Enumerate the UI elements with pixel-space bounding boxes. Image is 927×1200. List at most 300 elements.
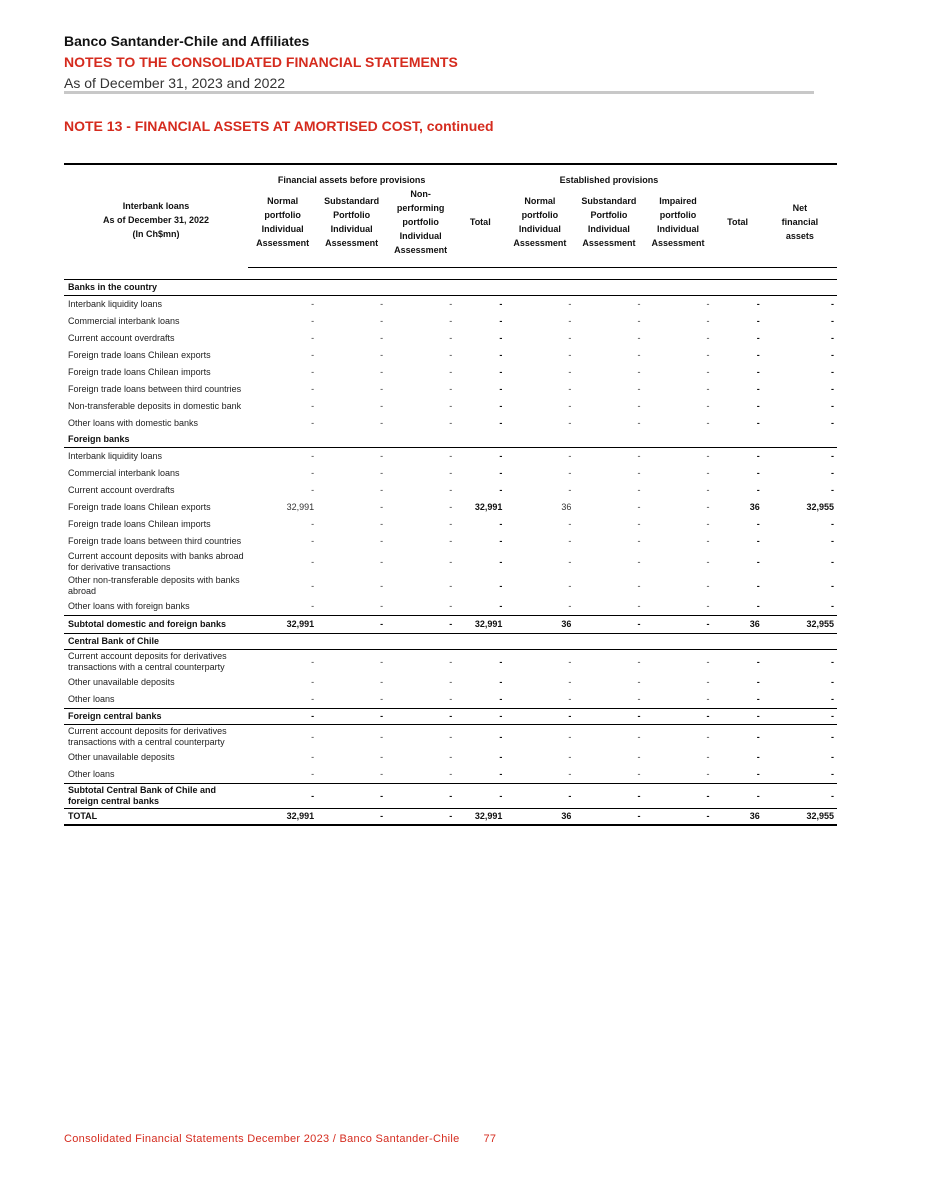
- value-cell: -: [763, 784, 837, 809]
- value-cell: -: [499, 677, 503, 687]
- interbank-loans-table-container: [64, 163, 837, 826]
- value-cell: -: [449, 769, 453, 779]
- value-cell: -: [568, 418, 572, 428]
- section-row: [64, 709, 837, 725]
- value-cell: -: [568, 601, 572, 611]
- value-cell: -: [568, 367, 572, 377]
- row-label: Non-transferable deposits in domestic bank: [68, 401, 242, 411]
- value-cell: -: [756, 384, 760, 394]
- value-cell: -: [380, 656, 384, 667]
- value-cell: -: [499, 580, 503, 591]
- value-cell: -: [637, 752, 641, 762]
- value-cell: -: [499, 367, 503, 377]
- column-header-line: Individual: [587, 224, 630, 234]
- value-cell: -: [499, 401, 503, 411]
- table-row: [64, 574, 837, 598]
- column-header-line: Substandard: [324, 196, 380, 206]
- value-cell: -: [831, 401, 834, 411]
- corner-line: Interbank loans: [122, 201, 190, 212]
- row-label: Other unavailable deposits: [68, 752, 175, 762]
- row-label: Foreign trade loans Chilean exports: [68, 502, 211, 512]
- notes-heading: NOTES TO THE CONSOLIDATED FINANCIAL STATEMENTS: [64, 54, 458, 70]
- value-cell: -: [386, 709, 455, 725]
- company-name: Banco Santander-Chile and Affiliates: [64, 33, 310, 49]
- section-filler: [248, 280, 837, 296]
- value-cell: 36: [713, 616, 763, 634]
- column-header: [317, 187, 386, 268]
- column-header-line: portfolio: [521, 210, 559, 220]
- value-cell: -: [499, 350, 503, 360]
- header-divider: [64, 91, 814, 94]
- row-label: Other loans with foreign banks: [68, 601, 190, 611]
- value-cell: -: [831, 656, 834, 667]
- value-cell: -: [756, 601, 760, 611]
- value-cell: -: [499, 731, 503, 742]
- value-cell: -: [643, 709, 712, 725]
- value-cell: -: [637, 367, 641, 377]
- value-cell: -: [643, 809, 712, 826]
- value-cell: -: [756, 333, 760, 343]
- value-cell: -: [756, 769, 760, 779]
- value-cell: -: [568, 677, 572, 687]
- value-cell: -: [574, 616, 643, 634]
- column-header-line: Portfolio: [333, 210, 371, 220]
- value-cell: -: [831, 299, 834, 309]
- value-cell: -: [499, 519, 503, 529]
- value-cell: -: [380, 769, 384, 779]
- value-cell: -: [499, 316, 503, 326]
- value-cell: -: [831, 350, 834, 360]
- column-header-line: Total: [727, 217, 749, 227]
- value-cell: -: [831, 485, 834, 495]
- value-cell: -: [248, 709, 317, 725]
- row-label: Other unavailable deposits: [68, 677, 175, 687]
- total-row: [64, 809, 837, 826]
- column-header-line: Individual: [261, 224, 304, 234]
- group-header-established-provisions: Established provisions: [505, 164, 712, 187]
- value-cell: -: [568, 350, 572, 360]
- column-header: [248, 187, 317, 268]
- date-line: As of December 31, 2023 and 2022: [64, 75, 286, 91]
- row-label: Other loans with domestic banks: [68, 418, 199, 428]
- row-label: Foreign trade loans Chilean imports: [68, 519, 211, 529]
- value-cell: -: [386, 616, 455, 634]
- value-cell: -: [756, 677, 760, 687]
- table-row: [64, 482, 837, 499]
- value-cell: -: [380, 316, 384, 326]
- note-title: NOTE 13 - FINANCIAL ASSETS AT AMORTISED COST, continued: [64, 118, 494, 134]
- value-cell: -: [706, 468, 710, 478]
- row-label: Foreign trade loans between third countries: [68, 536, 242, 546]
- value-cell: 36: [749, 502, 760, 512]
- value-cell: -: [637, 401, 641, 411]
- value-cell: -: [386, 784, 455, 809]
- value-cell: -: [706, 299, 710, 309]
- value-cell: -: [505, 784, 574, 809]
- row-label: Subtotal domestic and foreign banks: [64, 616, 248, 634]
- column-header-line: portfolio: [659, 210, 697, 220]
- column-header: [455, 187, 505, 268]
- value-cell: -: [380, 367, 384, 377]
- value-cell: -: [449, 502, 453, 512]
- value-cell: -: [380, 752, 384, 762]
- column-header-line: Individual: [399, 231, 442, 241]
- value-cell: -: [637, 333, 641, 343]
- table-row: [64, 749, 837, 766]
- value-cell: -: [756, 656, 760, 667]
- value-cell: -: [568, 556, 572, 567]
- value-cell: -: [505, 709, 574, 725]
- value-cell: -: [756, 451, 760, 461]
- value-cell: -: [380, 601, 384, 611]
- row-label: Current account deposits with banks abroad for derivative transactions: [68, 551, 244, 572]
- value-cell: -: [317, 784, 386, 809]
- value-cell: -: [449, 580, 453, 591]
- table-row: [64, 313, 837, 330]
- value-cell: -: [637, 350, 641, 360]
- value-cell: -: [637, 451, 641, 461]
- column-header-line: Individual: [518, 224, 561, 234]
- value-cell: -: [637, 556, 641, 567]
- table-row: [64, 330, 837, 347]
- value-cell: -: [574, 709, 643, 725]
- value-cell: -: [756, 556, 760, 567]
- row-label: Foreign banks: [64, 432, 248, 448]
- value-cell: -: [311, 418, 315, 428]
- column-header-line: Normal: [524, 196, 556, 206]
- value-cell: 32,991: [248, 616, 317, 634]
- value-cell: -: [317, 809, 386, 826]
- row-label: Current account deposits for derivatives transactions with a central counterparty: [68, 726, 227, 747]
- table-row: [64, 296, 837, 314]
- value-cell: -: [568, 536, 572, 546]
- value-cell: -: [637, 536, 641, 546]
- value-cell: -: [449, 299, 453, 309]
- table-row: [64, 725, 837, 750]
- subtotal-row: [64, 784, 837, 809]
- underline-row: [64, 691, 837, 709]
- value-cell: -: [449, 350, 453, 360]
- value-cell: -: [706, 656, 710, 667]
- value-cell: 32,955: [763, 809, 837, 826]
- value-cell: -: [831, 468, 834, 478]
- column-header-line: Assessment: [582, 238, 636, 248]
- value-cell: -: [706, 536, 710, 546]
- value-cell: -: [756, 418, 760, 428]
- value-cell: -: [756, 367, 760, 377]
- value-cell: -: [568, 316, 572, 326]
- value-cell: 36: [505, 809, 574, 826]
- value-cell: -: [499, 418, 503, 428]
- column-header-line: assets: [785, 231, 814, 241]
- value-cell: -: [637, 769, 641, 779]
- table-row: [64, 598, 837, 616]
- value-cell: -: [499, 299, 503, 309]
- value-cell: -: [831, 601, 834, 611]
- value-cell: -: [637, 299, 641, 309]
- value-cell: -: [380, 418, 384, 428]
- value-cell: -: [449, 418, 453, 428]
- value-cell: -: [763, 709, 837, 725]
- value-cell: -: [311, 519, 315, 529]
- value-cell: -: [706, 502, 710, 512]
- column-header-line: portfolio: [264, 210, 301, 220]
- value-cell: -: [637, 731, 641, 742]
- column-header-line: Assessment: [513, 238, 567, 248]
- value-cell: -: [831, 580, 834, 591]
- value-cell: -: [831, 769, 834, 779]
- value-cell: -: [706, 451, 710, 461]
- value-cell: -: [568, 580, 572, 591]
- value-cell: -: [449, 677, 453, 687]
- column-header-line: Assessment: [256, 238, 310, 248]
- value-cell: -: [380, 468, 384, 478]
- corner-line: (In Ch$mn): [132, 229, 180, 240]
- value-cell: -: [380, 731, 384, 742]
- value-cell: -: [317, 691, 386, 709]
- value-cell: -: [637, 580, 641, 591]
- value-cell: -: [380, 519, 384, 529]
- value-cell: -: [568, 333, 572, 343]
- table-row: [64, 533, 837, 550]
- value-cell: -: [643, 784, 712, 809]
- value-cell: -: [643, 616, 712, 634]
- value-cell: -: [380, 299, 384, 309]
- value-cell: 32,991: [455, 616, 505, 634]
- value-cell: -: [706, 350, 710, 360]
- value-cell: -: [248, 784, 317, 809]
- value-cell: -: [449, 384, 453, 394]
- value-cell: -: [713, 691, 763, 709]
- value-cell: -: [637, 485, 641, 495]
- value-cell: -: [499, 468, 503, 478]
- column-header: [574, 187, 643, 268]
- column-header: [713, 187, 763, 268]
- value-cell: -: [499, 656, 503, 667]
- value-cell: -: [756, 316, 760, 326]
- row-label: Subtotal Central Bank of Chile and foreign central banks: [64, 784, 248, 809]
- column-header: [763, 187, 837, 268]
- value-cell: -: [311, 468, 315, 478]
- group-header-before-provisions: Financial assets before provisions: [248, 164, 455, 187]
- value-cell: -: [568, 299, 572, 309]
- page-number: 77: [483, 1133, 497, 1145]
- value-cell: -: [449, 556, 453, 567]
- value-cell: -: [499, 536, 503, 546]
- row-label: Current account overdrafts: [68, 333, 175, 343]
- column-header: [643, 187, 712, 268]
- value-cell: -: [499, 384, 503, 394]
- value-cell: -: [311, 656, 315, 667]
- value-cell: 32,955: [763, 616, 837, 634]
- value-cell: -: [831, 556, 834, 567]
- value-cell: -: [756, 580, 760, 591]
- value-cell: -: [706, 316, 710, 326]
- value-cell: -: [449, 519, 453, 529]
- value-cell: -: [449, 333, 453, 343]
- row-label: Current account overdrafts: [68, 485, 175, 495]
- value-cell: -: [499, 752, 503, 762]
- value-cell: -: [311, 580, 315, 591]
- table-row: [64, 516, 837, 533]
- column-header-line: Assessment: [651, 238, 705, 248]
- value-cell: -: [568, 752, 572, 762]
- column-header-line: Total: [469, 217, 491, 227]
- table-row: [64, 674, 837, 691]
- value-cell: -: [706, 556, 710, 567]
- value-cell: -: [449, 656, 453, 667]
- value-cell: -: [713, 709, 763, 725]
- value-cell: -: [713, 784, 763, 809]
- value-cell: -: [380, 502, 384, 512]
- value-cell: -: [831, 384, 834, 394]
- value-cell: -: [311, 401, 315, 411]
- value-cell: -: [756, 536, 760, 546]
- column-header-line: Assessment: [394, 245, 448, 255]
- value-cell: -: [505, 691, 574, 709]
- value-cell: -: [380, 350, 384, 360]
- table-row: [64, 465, 837, 482]
- value-cell: -: [380, 485, 384, 495]
- value-cell: -: [311, 536, 315, 546]
- section-filler: [248, 432, 837, 448]
- value-cell: -: [831, 536, 834, 546]
- value-cell: -: [568, 468, 572, 478]
- value-cell: -: [706, 401, 710, 411]
- value-cell: 32,955: [806, 502, 834, 512]
- value-cell: -: [706, 677, 710, 687]
- value-cell: -: [449, 468, 453, 478]
- page-footer: [64, 1133, 496, 1145]
- row-label: Current account deposits for derivatives transactions with a central counterparty: [68, 651, 227, 672]
- value-cell: -: [386, 809, 455, 826]
- value-cell: -: [499, 769, 503, 779]
- value-cell: -: [756, 299, 760, 309]
- value-cell: -: [449, 536, 453, 546]
- column-header-line: Impaired: [659, 196, 697, 206]
- value-cell: -: [311, 333, 315, 343]
- column-header-line: Assessment: [325, 238, 379, 248]
- value-cell: -: [455, 784, 505, 809]
- value-cell: -: [311, 350, 315, 360]
- row-label: Foreign trade loans Chilean imports: [68, 367, 211, 377]
- column-header-line: Portfolio: [590, 210, 628, 220]
- corner-line: As of December 31, 2022: [103, 215, 210, 226]
- table-row: [64, 550, 837, 574]
- column-header-line: Substandard: [581, 196, 637, 206]
- value-cell: -: [380, 384, 384, 394]
- value-cell: -: [831, 752, 834, 762]
- value-cell: -: [386, 691, 455, 709]
- value-cell: -: [449, 752, 453, 762]
- value-cell: -: [317, 616, 386, 634]
- value-cell: -: [756, 752, 760, 762]
- table-row: [64, 347, 837, 364]
- value-cell: -: [499, 601, 503, 611]
- value-cell: -: [499, 556, 503, 567]
- value-cell: -: [568, 519, 572, 529]
- value-cell: -: [311, 316, 315, 326]
- value-cell: -: [568, 384, 572, 394]
- table-row: [64, 766, 837, 784]
- value-cell: -: [706, 384, 710, 394]
- value-cell: -: [574, 784, 643, 809]
- value-cell: 32,991: [455, 809, 505, 826]
- column-header-line: portfolio: [402, 217, 439, 227]
- interbank-loans-table: [64, 163, 837, 826]
- column-header-line: Non-performing: [396, 189, 445, 213]
- value-cell: -: [248, 691, 317, 709]
- value-cell: -: [637, 384, 641, 394]
- section-filler: [248, 634, 837, 650]
- value-cell: -: [311, 769, 315, 779]
- row-label: Central Bank of Chile: [64, 634, 248, 650]
- value-cell: -: [706, 580, 710, 591]
- value-cell: -: [831, 333, 834, 343]
- value-cell: -: [499, 485, 503, 495]
- table-row: [64, 381, 837, 398]
- value-cell: 36: [505, 616, 574, 634]
- value-cell: -: [568, 656, 572, 667]
- value-cell: -: [568, 485, 572, 495]
- value-cell: -: [831, 519, 834, 529]
- value-cell: -: [311, 485, 315, 495]
- value-cell: -: [706, 769, 710, 779]
- value-cell: -: [455, 709, 505, 725]
- value-cell: -: [637, 656, 641, 667]
- value-cell: -: [499, 451, 503, 461]
- value-cell: -: [706, 418, 710, 428]
- row-label: Banks in the country: [64, 280, 248, 296]
- row-label: Other loans: [64, 691, 248, 709]
- value-cell: -: [568, 769, 572, 779]
- subtotal-row: [64, 616, 837, 634]
- row-label: Foreign trade loans Chilean exports: [68, 350, 211, 360]
- value-cell: 36: [713, 809, 763, 826]
- table-row: [64, 499, 837, 516]
- column-header-line: financial: [781, 217, 819, 227]
- value-cell: -: [380, 401, 384, 411]
- row-label: Other loans: [68, 769, 115, 779]
- value-cell: -: [568, 451, 572, 461]
- table-row: [64, 398, 837, 415]
- value-cell: -: [311, 731, 315, 742]
- value-cell: -: [311, 601, 315, 611]
- value-cell: -: [449, 401, 453, 411]
- value-cell: -: [311, 299, 315, 309]
- value-cell: -: [311, 451, 315, 461]
- value-cell: 32,991: [286, 502, 315, 512]
- value-cell: -: [706, 519, 710, 529]
- row-label: Interbank liquidity loans: [68, 299, 163, 309]
- value-cell: -: [706, 752, 710, 762]
- value-cell: -: [574, 809, 643, 826]
- row-label: Commercial interbank loans: [68, 316, 180, 326]
- value-cell: -: [756, 731, 760, 742]
- value-cell: -: [317, 709, 386, 725]
- row-label: Foreign trade loans between third countries: [68, 384, 242, 394]
- value-cell: -: [568, 731, 572, 742]
- value-cell: -: [637, 468, 641, 478]
- value-cell: -: [380, 580, 384, 591]
- value-cell: -: [706, 485, 710, 495]
- value-cell: -: [311, 556, 315, 567]
- value-cell: -: [449, 367, 453, 377]
- value-cell: -: [831, 731, 834, 742]
- value-cell: -: [449, 485, 453, 495]
- value-cell: -: [756, 468, 760, 478]
- row-label: Other non-transferable deposits with banks abroad: [68, 575, 240, 596]
